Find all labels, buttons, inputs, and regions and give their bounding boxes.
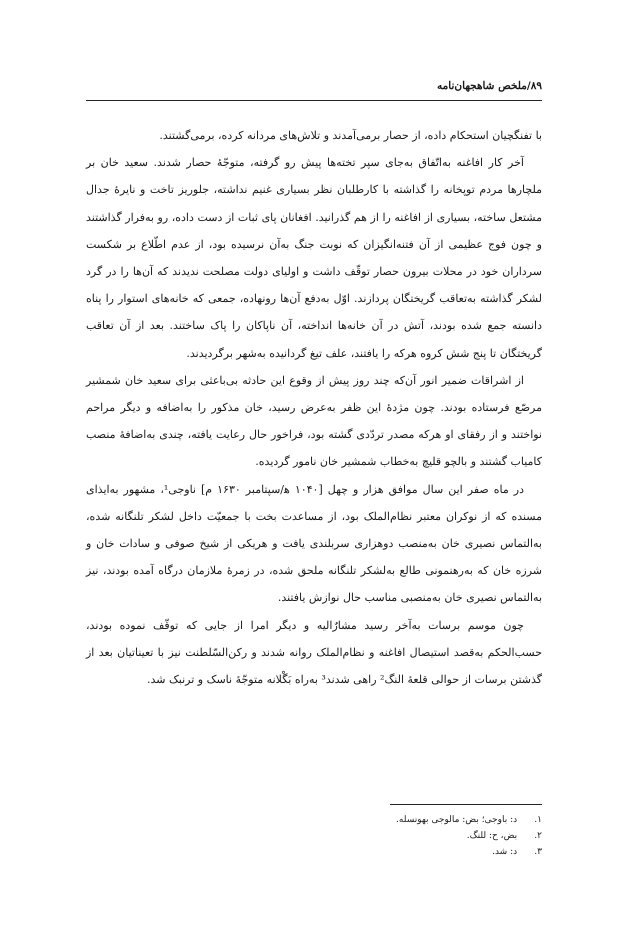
footnote-number: ۲. [534, 831, 542, 841]
header-divider [86, 100, 542, 101]
footnote-item [300, 828, 542, 844]
running-header: ۸۹/ملخص شاهجهان‌نامه [437, 80, 542, 92]
paragraph-2: آخر کار افاغنه به‌اتّفاق به‌جای سپر تخته‌ها پیش رو گرفته، متوجّهٔ حصار شدند. سعید خان بر ملچارها مردم توپخانه را گذاشته با کارطلبان نظر بسیاری غنیم نداشته، جلوریز تاخت و نایرهٔ جدال مشتعل ساخته، بسیاری از افاغنه را از هم گذرانید. افغانان پای ثبات از دست داده، رو به‌فرار گذاشتند و چون فوج عظیمی از آن فتنه‌انگیزان که نوبت جنگ به‌آن نرسیده بود، از عدم اطّلاع بر شکست سرداران خود در محلات بیرون حصار توقّف داشت و اولیای دولت مصلحت ندیدند که آن‌ها را در گرد لشکر گذاشته به‌تعاقب گریختگان پردازند. اوّل به‌دفع آن‌ها رونهاده، جمعی که خانه‌های استوار را پناه دانسته جمع شده بودند، آتش در آن خانه‌ها انداخته، آن ناپاکان را پاک ساختند. بعد از آن تعاقب گریختگان تا پنج شش کروه هرکه را یافتند، علف تیغ گردانیده به‌شهر برگردیدند. [86, 156, 542, 360]
paragraph-5: چون موسم برسات به‌آخر رسید مشارٌالیه و دیگر امرا از جایی که توقّف نموده بودند، حسب‌الحکم به‌قصد استیصال افاغنه و نظام‌الملک روانه شدند و رکن‌السّلطنت نیز با تعیناتیان بعد از گذشتن برسات از حوالی قلعهٔ النگ² راهی شدند³ به‌راه بَگْلانه متوجّهٔ ناسک و ترنبک شد. [86, 618, 542, 687]
footnote-number: ۱. [534, 815, 542, 825]
footnote-text: بض، ح: للنگ. [466, 831, 518, 841]
paragraph-3: از اشراقات ضمیر انور آن‌که چند روز پیش از وقوع این حادثه بی‌باعثی برای سعید خان شمشیر مرصّع فرستاده بودند. چون مژدهٔ این ظفر به‌عرض رسید، خان مذکور را به‌اضافه و دیگر مراحم نواختند و از رفقای او هرکه مصدر تردّدی گشته بود، فراخور حال رعایت یافته، چندی به‌اضافهٔ منصب کامیاب گشتند و بالچو قلیچ به‌خطاب شمشیر خان نامور گردیده. [86, 373, 542, 469]
footnote-number: ۳. [534, 847, 542, 857]
footnote-text: د: شد. [492, 847, 518, 857]
footnote-divider [390, 804, 542, 805]
body-text [86, 122, 542, 693]
footnote-item [300, 844, 542, 860]
paragraph-1: با تفنگچیان استحکام داده، از حصار برمی‌آمدند و تلاش‌های مردانه کرده، برمی‌گشتند. [159, 129, 542, 142]
footnotes [300, 812, 542, 860]
footnote-text: د: باوجی؛ بض: مالوجی بهونسله. [396, 815, 518, 825]
footnote-item [300, 812, 542, 828]
paragraph-4: در ماه صفر این سال موافق هزار و چهل [۱۰۴۰ ه‍/سپتامبر ۱۶۳۰ م] ناوجی¹، مشهور به‌ایذای مسنده که از نوکران معتبر نظام‌الملک بود، از مساعدت بخت با جمعیّت داخل لشکر تلنگانه شده، به‌التماس نصیری خان به‌منصب دوهزاری سربلندی یافت و هریکی از شیخ صوفی و سادات خان و شرزه خان که به‌رهنمونی طالع به‌لشکر تلنگانه ملحق شده، در زمرهٔ ملازمان درگاه آمده بودند، نیز به‌التماس نصیری خان به‌منصبی مناسب حال نوازش یافتند. [86, 482, 542, 605]
